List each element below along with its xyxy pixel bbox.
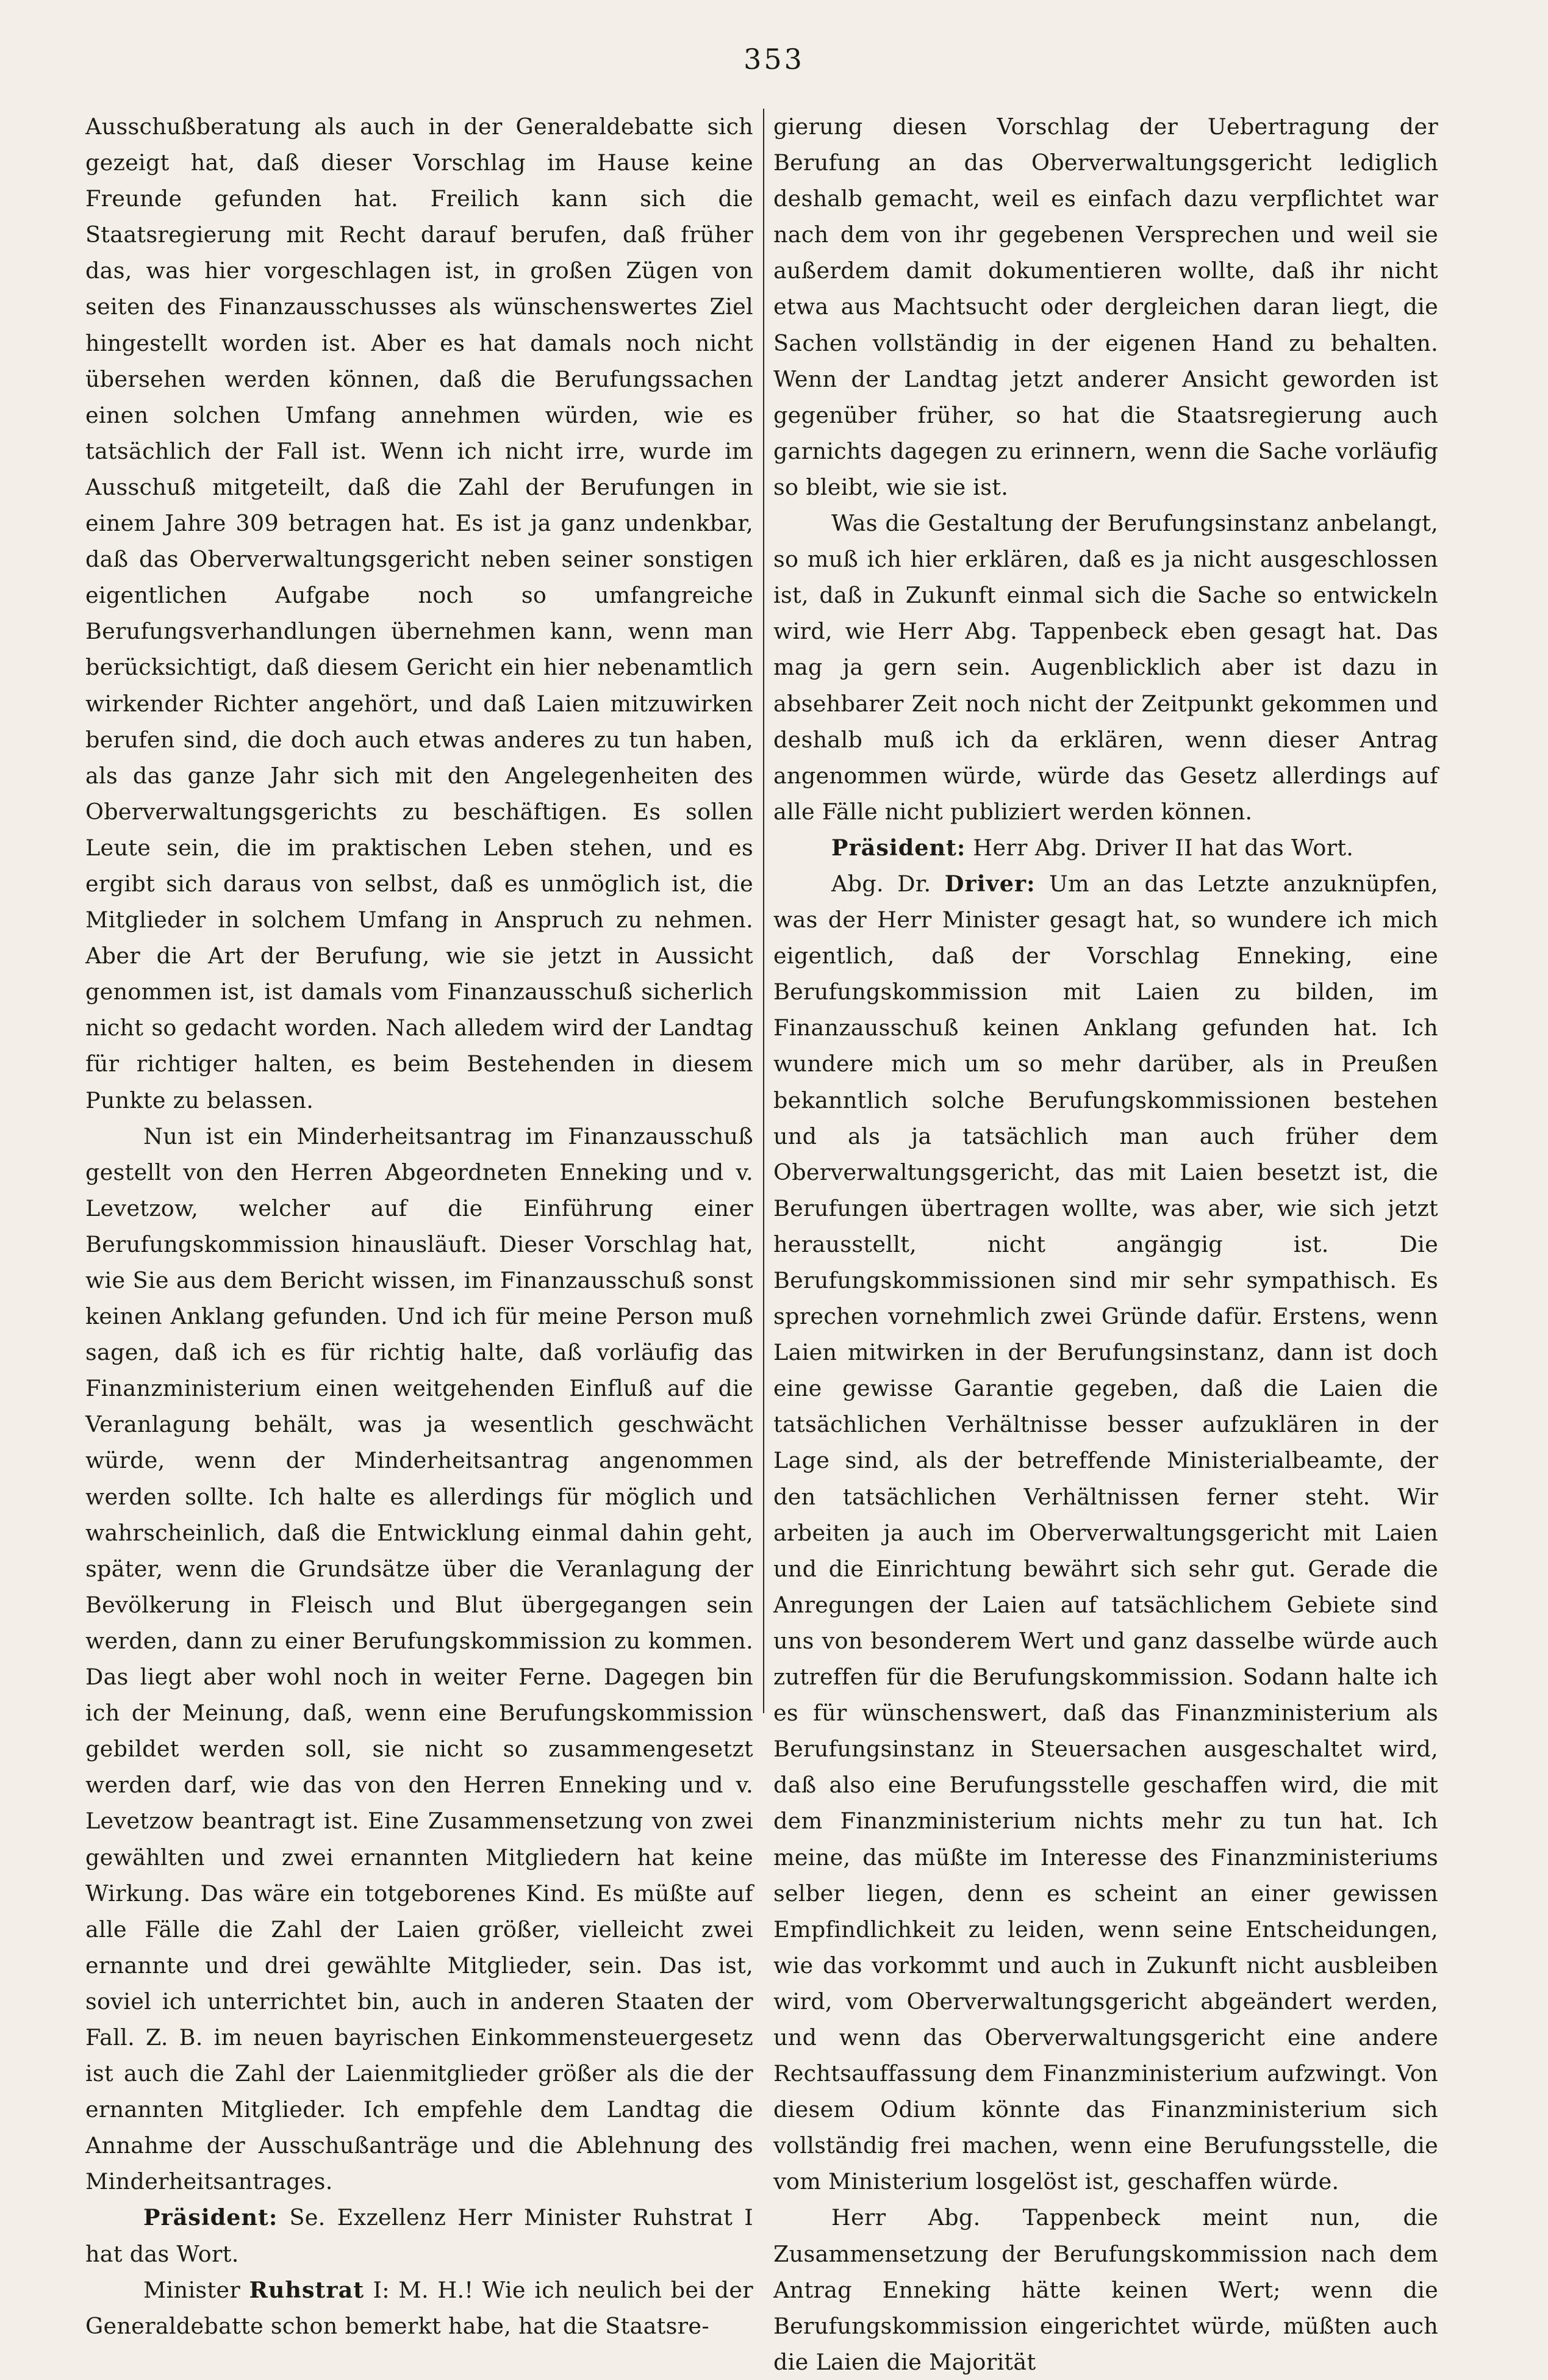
speech-paragraph xyxy=(773,866,1438,2199)
speaker-prefix: Minister xyxy=(143,2276,241,2303)
page-number: 353 xyxy=(744,43,804,76)
speaker-label: Ruhstrat xyxy=(249,2276,365,2303)
speech-text: Herr Abg. Driver II hat das Wort. xyxy=(973,834,1354,861)
column-divider xyxy=(763,109,764,1713)
speech-paragraph xyxy=(85,2272,753,2344)
paragraph: Ausschußberatung als auch in der Generaldebatte sich gezeigt hat, daß dieser Vorschlag im Hause keine Freunde gefunden hat. Freilich kann sich die Staatsregierung mit Recht darauf berufen, daß früher das, was hier vorgeschlagen ist, in großen Zügen von seiten des Finanzausschusses als wünschenswertes Ziel hingestellt worden ist. Aber es hat damals noch nicht übersehen werden können, daß die Berufungssachen einen solchen Umfang annehmen würden, wie es tatsächlich der Fall ist. Wenn ich nicht irre, wurde im Ausschuß mitgeteilt, daß die Zahl der Berufungen in einem Jahre 309 betragen hat. Es ist ja ganz undenkbar, daß das Oberverwaltungsgericht neben seiner sonstigen eigentlichen Aufgabe noch so umfangreiche Berufungsverhandlungen übernehmen kann, wenn man berücksichtigt, daß diesem Gericht ein hier nebenamtlich wirkender Richter angehört, und daß Laien mitzuwirken berufen sind, die doch auch etwas anderes zu tun haben, als das ganze Jahr sich mit den Angelegenheiten des Oberverwaltungsgerichts zu beschäftigen. Es sollen Leute sein, die im praktischen Leben stehen, und es ergibt sich daraus von selbst, daß es unmöglich ist, die Mitglieder in solchem Umfang in Anspruch zu nehmen. Aber die Art der Berufung, wie sie jetzt in Aussicht genommen ist, ist damals vom Finanzausschuß sicherlich nicht so gedacht worden. Nach alledem wird der Landtag für richtiger halten, es beim Bestehenden in diesem Punkte zu belassen. xyxy=(85,113,753,1113)
speech-text: I: M. H.! Wie ich neulich bei der Generaldebatte schon bemerkt habe, hat die Staatsre- xyxy=(85,2276,753,2339)
speech-text: Se. Exzellenz Herr Minister Ruhstrat I hat das Wort. xyxy=(85,2204,754,2267)
speech-text: Um an das Letzte anzuknüpfen, was der Herr Minister gesagt hat, so wundere ich mich eigentlich, daß der Vorschlag Enneking, eine Berufungskommission mit Laien zu bilden, im Finanzausschuß keinen Anklang gefunden hat. Ich wundere mich um so mehr darüber, als in Preußen bekanntlich solche Berufungskommissionen bestehen und als ja tatsächlich man auch früher dem Oberverwaltungsgericht, das mit Laien besetzt ist, die Berufungen übertragen wollte, was aber, wie sich jetzt herausstellt, nicht angängig ist. Die Berufungskommissionen sind mir sehr sympathisch. Es sprechen vornehmlich zwei Gründe dafür. Erstens, wenn Laien mitwirken in der Berufungsinstanz, dann ist doch eine gewisse Garantie gegeben, daß die Laien die tatsächlichen Verhältnisse besser aufzuklären in der Lage sind, als der betreffende Ministerialbeamte, der den tatsächlichen Verhältnissen ferner steht. Wir arbeiten ja auch im Oberverwaltungsgericht mit Laien und die Einrichtung bewährt sich sehr gut. Gerade die Anregungen der Laien auf tatsächlichem Gebiete sind uns von besonderem Wert und ganz dasselbe würde auch zutreffen für die Berufungskommission. Sodann halte ich es für wünschenswert, daß das Finanzministerium als Berufungsinstanz in Steuersachen ausgeschaltet wird, daß also eine Berufungsstelle geschaffen wird, die mit dem Finanzministerium nichts mehr zu tun hat. Ich meine, das müßte im Interesse des Finanzministeriums selber liegen, denn es scheint an einer gewissen Empfindlichkeit zu leiden, wenn seine Entscheidungen, wie das vorkommt und auch in Zukunft nicht ausbleiben wird, vom Oberverwaltungsgericht abgeändert werden, und wenn das Oberverwaltungsgericht eine andere Rechtsauffassung dem Finanzministerium aufzwingt. Von diesem Odium könnte das Finanzministerium sich vollständig frei machen, wenn eine Berufungsstelle, die vom Ministerium losgelöst ist, geschaffen würde. xyxy=(773,870,1438,2195)
paragraph: gierung diesen Vorschlag der Uebertragung der Berufung an das Oberverwaltungsgericht lediglich deshalb gemacht, weil es einfach dazu verpflichtet war nach dem von ihr gegebenen Versprechen und weil sie außerdem damit dokumentieren wollte, daß ihr nicht etwa aus Machtsucht oder dergleichen daran liegt, die Sachen vollständig in der eigenen Hand zu behalten. Wenn der Landtag jetzt anderer Ansicht geworden ist gegenüber früher, so hat die Staatsregierung auch garnichts dagegen zu erinnern, wenn die Sache vorläufig so bleibt, wie sie ist. xyxy=(773,113,1438,500)
left-column xyxy=(85,109,753,2344)
paragraph: Nun ist ein Minderheitsantrag im Finanzausschuß gestellt von den Herren Abgeordneten Enneking und v. Levetzow, welcher auf die Einführung einer Berufungskommission hinausläuft. Dieser Vorschlag hat, wie Sie aus dem Bericht wissen, im Finanzausschuß sonst keinen Anklang gefunden. Und ich für meine Person muß sagen, daß ich es für richtig halte, daß vorläufig das Finanzministerium einen weitgehenden Einfluß auf die Veranlagung behält, was ja wesentlich geschwächt würde, wenn der Minderheitsantrag angenommen werden sollte. Ich halte es allerdings für möglich und wahrscheinlich, daß die Entwicklung einmal dahin geht, später, wenn die Grundsätze über die Veranlagung der Bevölkerung in Fleisch und Blut übergegangen sein werden, dann zu einer Berufungskommission zu kommen. Das liegt aber wohl noch in weiter Ferne. Dagegen bin ich der Meinung, daß, wenn eine Berufungskommission gebildet werden soll, sie nicht so zusammengesetzt werden darf, wie das von den Herren Enneking und v. Levetzow beantragt ist. Eine Zusammensetzung von zwei gewählten und zwei ernannten Mitgliedern hat keine Wirkung. Das wäre ein totgeborenes Kind. Es müßte auf alle Fälle die Zahl der Laien größer, vielleicht zwei ernannte und drei gewählte Mitglieder, sein. Das ist, soviel ich unterrichtet bin, auch in anderen Staaten der Fall. Z. B. im neuen bayrischen Einkommensteuergesetz ist auch die Zahl der Laienmitglieder größer als die der ernannten Mitglieder. Ich empfehle dem Landtag die Annahme der Ausschußanträge und die Ablehnung des Minderheitsantrages. xyxy=(85,1123,753,2195)
speaker-label: Präsident: xyxy=(143,2204,278,2231)
speaker-label: Driver: xyxy=(944,870,1036,897)
paragraph: Herr Abg. Tappenbeck meint nun, die Zusammensetzung der Berufungskommission nach dem Antrag Enneking hätte keinen Wert; wenn die Berufungskommission eingerichtet würde, müßten auch die Laien die Majorität xyxy=(773,2204,1438,2375)
speech-paragraph xyxy=(85,2199,753,2271)
speaker-prefix: Abg. Dr. xyxy=(831,870,931,897)
paragraph: Was die Gestaltung der Berufungsinstanz anbelangt, so muß ich hier erklären, daß es ja nicht ausgeschlossen ist, daß in Zukunft einmal sich die Sache so entwickeln wird, wie Herr Abg. Tappenbeck eben gesagt hat. Das mag ja gern sein. Augenblicklich aber ist dazu in absehbarer Zeit noch nicht der Zeitpunkt gekommen und deshalb muß ich da erklären, wenn dieser Antrag angenommen würde, würde das Gesetz allerdings auf alle Fälle nicht publiziert werden können. xyxy=(773,510,1438,825)
speech-paragraph xyxy=(773,830,1438,866)
right-column xyxy=(773,109,1438,2380)
speaker-label: Präsident: xyxy=(831,834,966,861)
